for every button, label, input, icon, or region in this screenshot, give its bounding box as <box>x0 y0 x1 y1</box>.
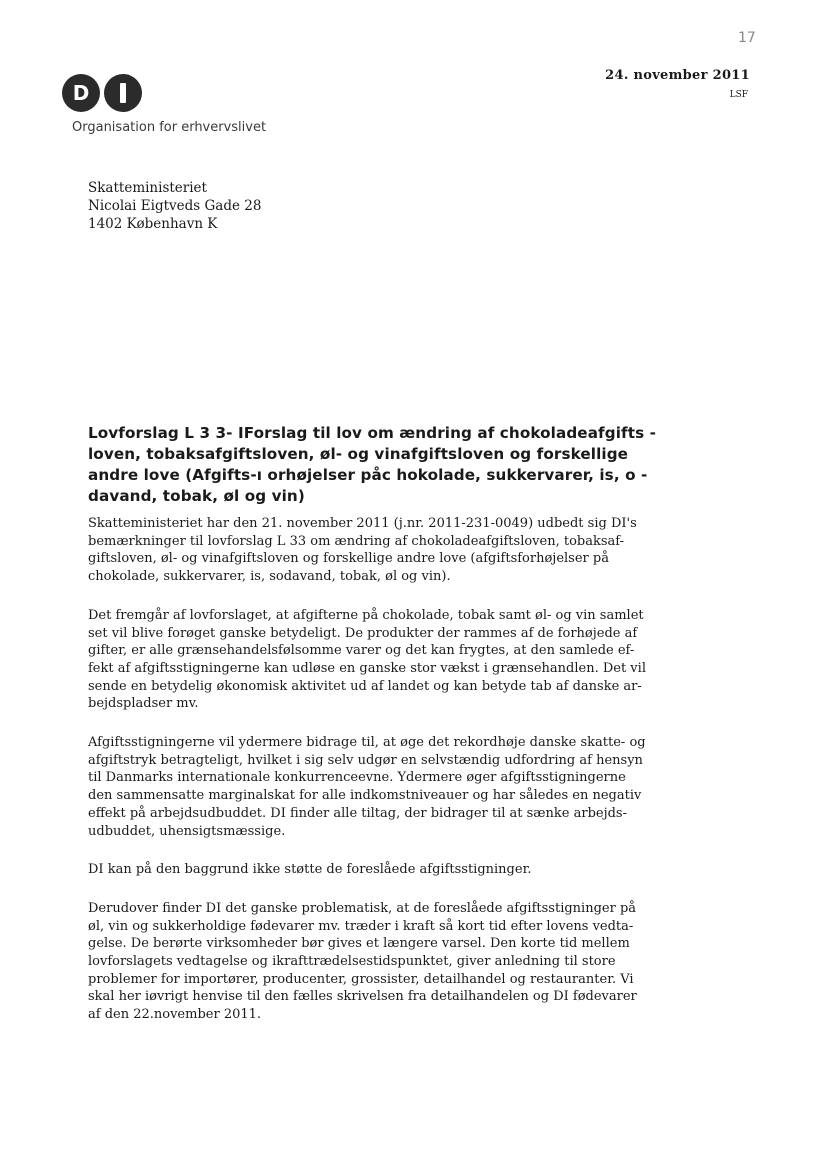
subject-line: andre love (Afgifts-ı orhøjelser påc hokolade, sukkervarer, is, o - <box>88 466 648 484</box>
text-line: Derudover finder DI det ganske problematisk, at de foreslåede afgiftsstigninger på <box>88 900 637 916</box>
subject-line: Lovforslag L 3 3- IForslag til lov om ændring af chokoladeafgifts - <box>88 424 657 442</box>
text-line: gelse. De berørte virksomheder bør gives et længere varsel. Den korte tid mellem <box>88 936 630 952</box>
text-line: problemer for importører, producenter, grossister, detailhandel og restauranter. Vi <box>88 971 634 987</box>
reference-code: LSF <box>729 90 748 100</box>
text-line: Det fremgår af lovforslaget, at afgifterne på chokolade, tobak samt øl- og vin samlet <box>88 607 644 623</box>
text-line: Afgiftsstigningerne vil ydermere bidrage til, at øge det rekordhøje danske skatte- og <box>88 735 646 751</box>
text-line: Skatteministeriet har den 21. november 2011 (j.nr. 2011-231-0049) udbedt sig DI's <box>88 516 637 531</box>
recipient-street: Nicolai Eigtveds Gade 28 <box>88 198 262 214</box>
text-line: udbuddet, uhensigtsmæssige. <box>88 823 286 839</box>
organisation-tagline: Organisation for erhvervslivet <box>72 120 267 135</box>
paragraph-conclusion <box>88 861 674 879</box>
text-line: til Danmarks internationale konkurrenceevne. Ydermere øger afgiftsstigningerne <box>88 770 626 786</box>
recipient-name: Skatteministeriet <box>88 180 207 196</box>
handwritten-page-number: 17 <box>738 30 756 46</box>
di-logo <box>62 74 142 112</box>
letter-body <box>88 515 674 1045</box>
text-line: lovforslagets vedtagelse og ikrafttrædelsestidspunktet, giver anledning til store <box>88 954 616 970</box>
paragraph-timing <box>88 900 674 1024</box>
text-line: øl, vin og sukkerholdige fødevarer mv. træder i kraft så kort tid efter lovens vedta- <box>88 918 634 934</box>
logo-circle-i <box>104 74 142 112</box>
text-line: afgiftstryk betragteligt, hvilket i sig selv udgør en selvstændig udfordring af hensyn <box>88 752 643 768</box>
paragraph-tax-burden <box>88 734 674 840</box>
recipient-city: 1402 København K <box>88 216 218 232</box>
recipient-address <box>88 179 261 233</box>
text-line: chokolade, sukkervarer, is, sodavand, tobak, øl og vin). <box>88 569 451 585</box>
text-line: effekt på arbejdsudbuddet. DI finder alle tiltag, der bidrager til at sænke arbejds- <box>88 805 627 821</box>
text-line: den sammensatte marginalskat for alle indkomstniveauer og har således en negativ <box>88 788 642 804</box>
logo-i-bar-icon <box>120 83 126 103</box>
text-line: giftsloven, øl- og vinafgiftsloven og forskellige andre love (afgiftsforhøjelser på <box>88 551 609 567</box>
text-line: sende en betydelig økonomisk aktivitet ud af landet og kan betyde tab af danske ar- <box>88 678 642 694</box>
text-line: gifter, er alle grænsehandelsfølsomme varer og det kan frygtes, at den samlede ef- <box>88 643 635 659</box>
subject-line: davand, tobak, øl og vin) <box>88 487 305 505</box>
text-line: bemærkninger til lovforslag L 33 om ændring af chokoladeafgiftsloven, tobaksaf- <box>88 533 625 549</box>
paragraph-border-trade <box>88 607 674 713</box>
logo-circle-d: D <box>62 74 100 112</box>
subject-heading <box>88 423 688 507</box>
text-line: skal her iøvrigt henvise til den fælles skrivelsen fra detailhandelen og DI fødevarer <box>88 989 637 1005</box>
text-line: bejdspladser mv. <box>88 696 199 712</box>
paragraph-request <box>88 515 674 586</box>
subject-line: loven, tobaksafgiftsloven, øl- og vinafgiftsloven og forskellige <box>88 445 629 463</box>
text-line: set vil blive forøget ganske betydeligt. De produkter der rammes af de forhøjede af <box>88 625 638 641</box>
letter-date: 24. november 2011 <box>605 68 750 83</box>
text-line: fekt af afgiftsstigningerne kan udløse en ganske stor vækst i grænsehandlen. Det vil <box>88 660 646 676</box>
text-line: DI kan på den baggrund ikke støtte de foreslåede afgiftsstigninger. <box>88 862 532 878</box>
text-line: af den 22.november 2011. <box>88 1007 262 1023</box>
